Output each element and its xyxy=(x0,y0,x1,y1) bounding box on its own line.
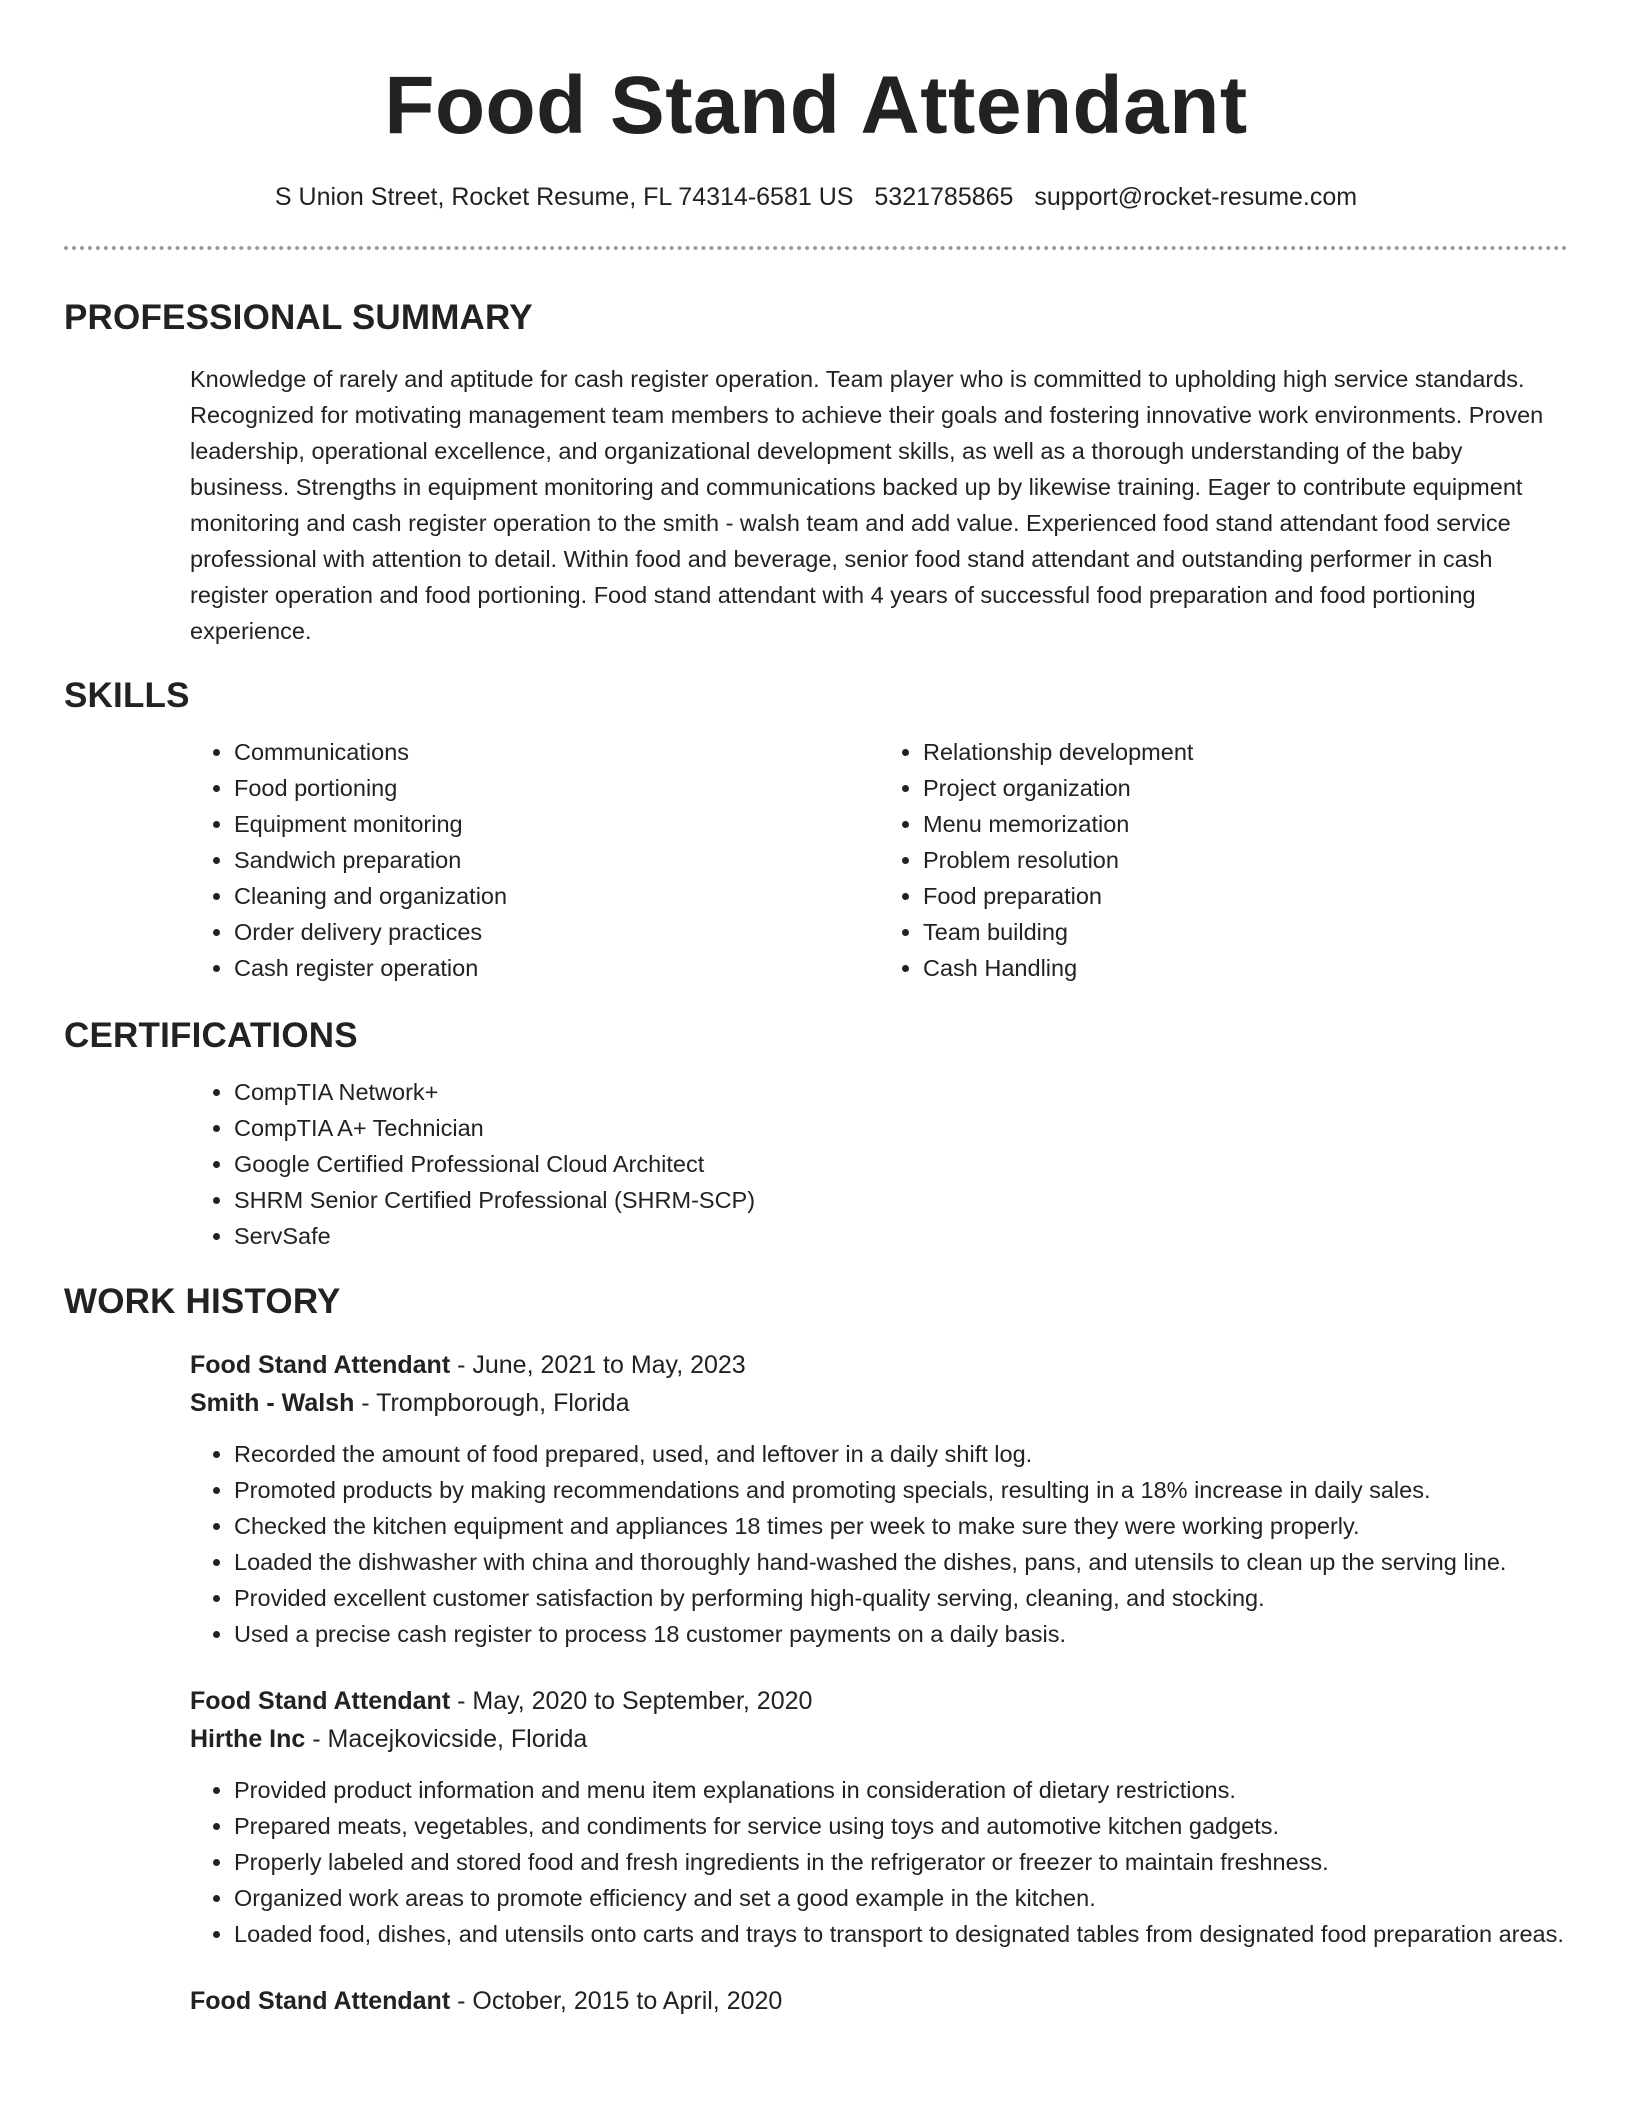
job-duty-item: • Promoted products by making recommendations and promoting specials, resulting in a 18% increase in daily sales. xyxy=(234,1472,1568,1508)
job-duty-item: • Used a precise cash register to process 18 customer payments on a daily basis. xyxy=(234,1616,1568,1652)
job-role: Food Stand Attendant xyxy=(190,1351,451,1379)
certifications-bullets xyxy=(190,1074,1568,1254)
skill-item: • Food preparation xyxy=(923,878,1568,914)
job-title-line xyxy=(190,1682,1568,1720)
skills-column-right xyxy=(879,734,1568,986)
job-duty-item: • Loaded the dishwasher with china and thoroughly hand-washed the dishes, pans, and utensils to clean up the serving line. xyxy=(234,1544,1568,1580)
job-role: Food Stand Attendant xyxy=(190,1987,451,2015)
job-location: - Trompborough, Florida xyxy=(354,1389,630,1417)
contact-address: S Union Street, Rocket Resume, FL 74314-6581 US xyxy=(274,183,854,211)
job-entry xyxy=(190,1346,1568,1652)
skill-item: • Equipment monitoring xyxy=(234,806,879,842)
certifications-heading: CERTIFICATIONS xyxy=(64,1016,358,1055)
skill-item: • Sandwich preparation xyxy=(234,842,879,878)
skills-heading: SKILLS xyxy=(64,676,190,715)
job-dates: - May, 2020 to September, 2020 xyxy=(450,1687,813,1715)
header-divider xyxy=(64,246,1568,250)
certification-item: • CompTIA A+ Technician xyxy=(234,1110,1568,1146)
certifications-list xyxy=(190,1074,1568,1254)
job-role: Food Stand Attendant xyxy=(190,1687,451,1715)
skill-item: • Problem resolution xyxy=(923,842,1568,878)
skills-column-left xyxy=(190,734,879,986)
job-entry xyxy=(190,1982,1568,2020)
skill-item: • Cash Handling xyxy=(923,950,1568,986)
skill-item: • Project organization xyxy=(923,770,1568,806)
skill-item: • Cash register operation xyxy=(234,950,879,986)
certification-item: • Google Certified Professional Cloud Architect xyxy=(234,1146,1568,1182)
summary-heading: PROFESSIONAL SUMMARY xyxy=(64,298,533,337)
job-title-line xyxy=(190,1346,1568,1384)
job-duty-item: • Loaded food, dishes, and utensils onto carts and trays to transport to designated tables from designated food preparation areas. xyxy=(234,1916,1568,1952)
job-duty-item: • Checked the kitchen equipment and appliances 18 times per week to make sure they were working properly. xyxy=(234,1508,1568,1544)
job-duty-item: • Provided product information and menu item explanations in consideration of dietary restrictions. xyxy=(234,1772,1568,1808)
job-dates: - June, 2021 to May, 2023 xyxy=(450,1351,746,1379)
skill-item: • Communications xyxy=(234,734,879,770)
resume-name: Food Stand Attendant xyxy=(384,60,1248,151)
job-company-line xyxy=(190,1384,1568,1422)
job-duty-item: • Prepared meats, vegetables, and condiments for service using toys and automotive kitchen gadgets. xyxy=(234,1808,1568,1844)
skill-item: • Cleaning and organization xyxy=(234,878,879,914)
summary-text: Knowledge of rarely and aptitude for cash register operation. Team player who is committed to upholding high service standards. Recognized for motivating management team members to achieve their goals and fostering innovative work environments. Proven leadership, operational excellence, and organizational development skills, as well as a thorough understanding of the baby business. Strengths in equipment monitoring and communications backed up by likewise training. Eager to contribute equipment monitoring and cash register operation to the smith - walsh team and add value. Experienced food stand attendant food service professional with attention to detail. Within food and beverage, senior food stand attendant and outstanding performer in cash register operation and food portioning. Food stand attendant with 4 years of successful food preparation and food portioning experience. xyxy=(190,366,1544,644)
contact-phone: 5321785865 xyxy=(874,183,1014,211)
job-duty-item: • Recorded the amount of food prepared, used, and leftover in a daily shift log. xyxy=(234,1436,1568,1472)
contact-line xyxy=(0,181,1632,213)
job-company: Hirthe Inc xyxy=(190,1725,306,1753)
job-dates: - October, 2015 to April, 2020 xyxy=(450,1987,783,2015)
job-duty-item: • Provided excellent customer satisfaction by performing high-quality serving, cleaning, and stocking. xyxy=(234,1580,1568,1616)
skill-item: • Food portioning xyxy=(234,770,879,806)
job-title-line xyxy=(190,1982,1568,2020)
job-company-line xyxy=(190,1720,1568,1758)
skill-item: • Relationship development xyxy=(923,734,1568,770)
certification-item: • SHRM Senior Certified Professional (SHRM-SCP) xyxy=(234,1182,1568,1218)
job-entry xyxy=(190,1682,1568,1952)
skills-list xyxy=(190,734,1568,986)
work-history-heading: WORK HISTORY xyxy=(64,1282,341,1321)
skill-item: • Order delivery practices xyxy=(234,914,879,950)
job-company: Smith - Walsh xyxy=(190,1389,355,1417)
skill-item: • Team building xyxy=(923,914,1568,950)
certification-item: • CompTIA Network+ xyxy=(234,1074,1568,1110)
certification-item: • ServSafe xyxy=(234,1218,1568,1254)
job-duty-item: • Properly labeled and stored food and fresh ingredients in the refrigerator or freezer to maintain freshness. xyxy=(234,1844,1568,1880)
job-duties xyxy=(190,1772,1568,1952)
job-location: - Macejkovicside, Florida xyxy=(305,1725,588,1753)
job-duty-item: • Organized work areas to promote efficiency and set a good example in the kitchen. xyxy=(234,1880,1568,1916)
job-duties xyxy=(190,1436,1568,1652)
skill-item: • Menu memorization xyxy=(923,806,1568,842)
contact-email: support@rocket-resume.com xyxy=(1034,183,1358,211)
